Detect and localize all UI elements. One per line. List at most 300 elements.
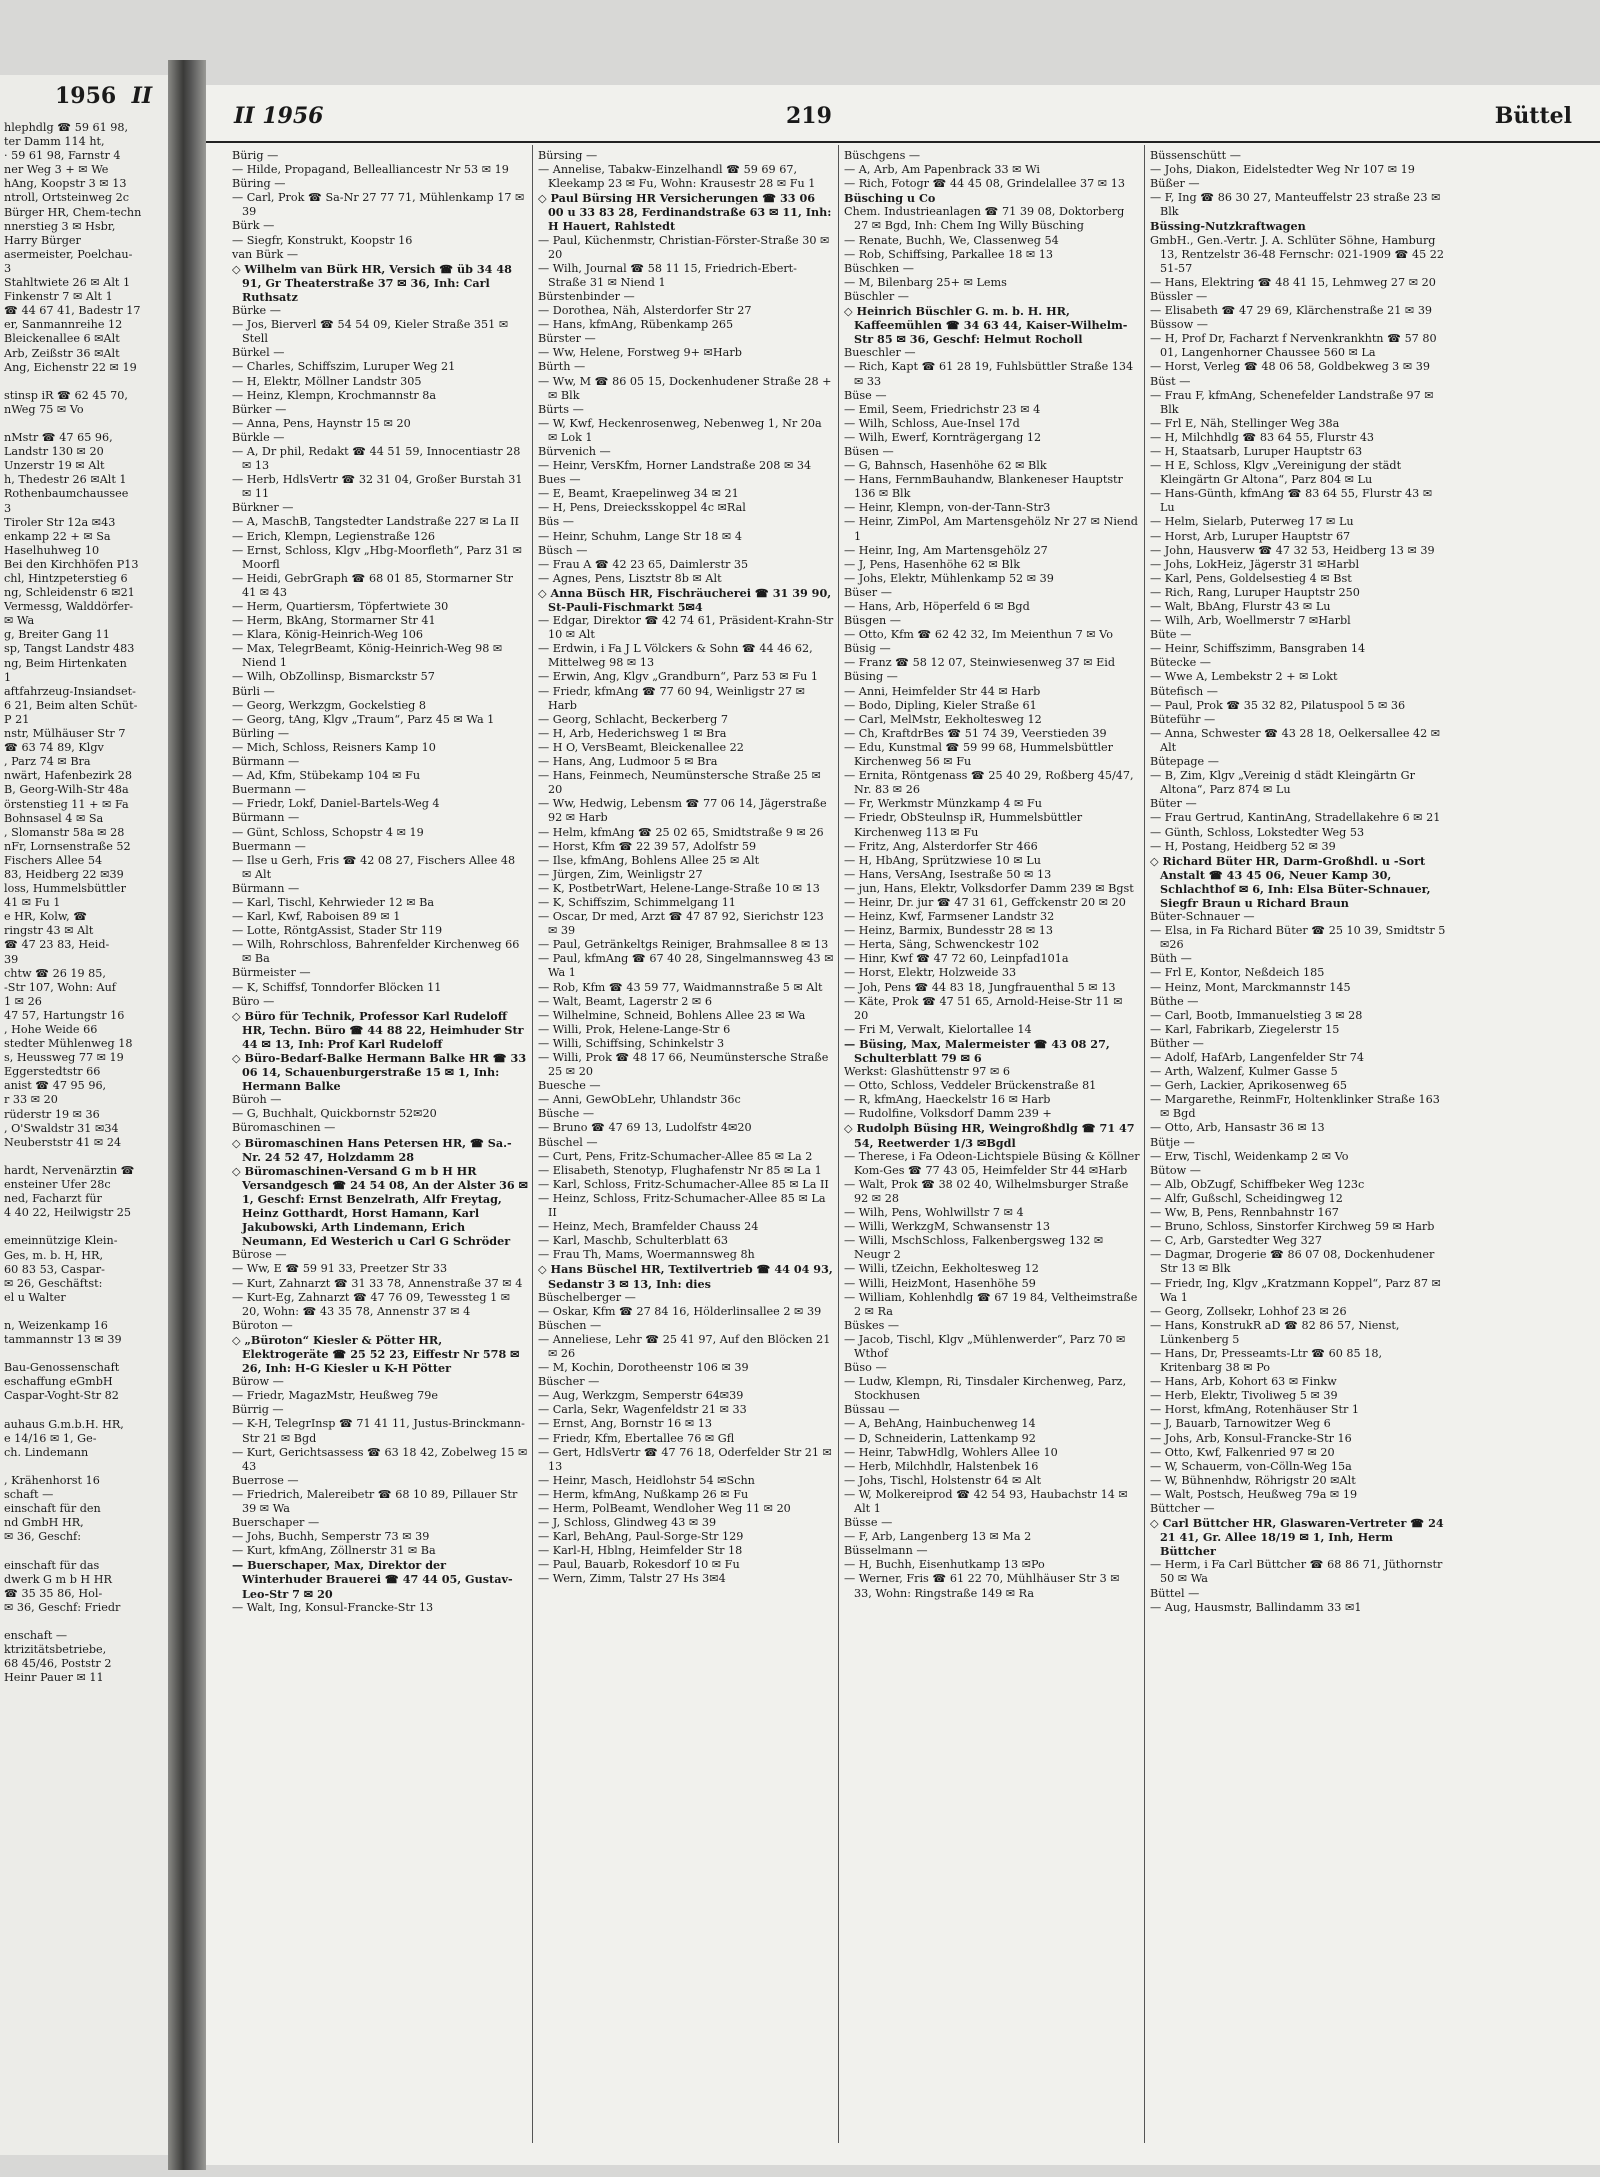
directory-entry: — Johs, Diakon, Eidelstedter Weg Nr 107 ✉ 19 <box>1150 163 1415 177</box>
left-page-line: B, Georg-Wilh-Str 48a <box>4 783 129 797</box>
directory-entry: — Alfr, Gußschl, Scheidingweg 12 <box>1150 1191 1343 1205</box>
directory-entry: — Agnes, Pens, Lisztstr 8b ✉ Alt <box>538 571 722 585</box>
directory-entry: — Karl, Pens, Goldelsestieg 4 ✉ Bst <box>1150 571 1352 585</box>
directory-entry: — Lotte, RöntgAssist, Stader Str 119 <box>232 924 443 938</box>
left-page-line <box>4 375 168 389</box>
directory-entry: — Ww, Helene, Forstweg 9+ ✉Harb <box>538 346 742 360</box>
left-page-line: Arb, Zeißstr 36 ✉Alt <box>4 346 120 360</box>
left-page-line: g, Breiter Gang 11 <box>4 628 110 642</box>
directory-entry: Büso — <box>844 1361 887 1375</box>
directory-entry: — Helm, kfmAng ☎ 25 02 65, Smidtstraße 9 ✉ 26 <box>538 825 824 839</box>
directory-entry: — Jos, Bierverl ☎ 54 54 09, Kieler Straße 351 ✉ Stell <box>232 318 512 346</box>
directory-entry: — H O, VersBeamt, Bleickenallee 22 <box>538 740 744 754</box>
directory-entry: Büssler — <box>1150 289 1208 303</box>
left-page-line: Neuberststr 41 ✉ 24 <box>4 1135 122 1149</box>
directory-entry: — J, Bauarb, Tarnowitzer Weg 6 <box>1150 1417 1331 1431</box>
directory-entry: — Otto, Kwf, Falkenried 97 ✉ 20 <box>1150 1445 1335 1459</box>
directory-entry: — Friedrich, Malereibetr ☎ 68 10 89, Pillauer Str 39 ✉ Wa <box>232 1487 521 1515</box>
directory-entry: Bürstenbinder — <box>538 289 635 303</box>
directory-entry: — A, Arb, Am Papenbrack 33 ✉ Wi <box>844 163 1040 177</box>
directory-entry: — Herm, kfmAng, Nußkamp 26 ✉ Fu <box>538 1487 749 1501</box>
directory-entry: — Anni, Heimfelder Str 44 ✉ Harb <box>844 684 1041 698</box>
directory-entry: — Ernita, Röntgenass ☎ 25 40 29, Roßberg 45/47, Nr. 83 ✉ 26 <box>844 769 1138 797</box>
directory-entry: — Rob, Schiffsing, Parkallee 18 ✉ 13 <box>844 247 1054 261</box>
left-page-line: einschaft für das <box>4 1558 100 1572</box>
left-page-line: , O'Swaldstr 31 ✉34 <box>4 1121 119 1135</box>
directory-entry: Büschgens — <box>844 149 921 162</box>
directory-entry: — Alb, ObZugf, Schiffbeker Weg 123c <box>1150 1177 1365 1191</box>
book-gutter <box>168 60 206 2170</box>
directory-entry: — Herb, Elektr, Tivoliweg 5 ✉ 39 <box>1150 1389 1338 1403</box>
directory-entry: — Otto, Kfm ☎ 62 42 32, Im Meienthun 7 ✉ Vo <box>844 628 1113 642</box>
directory-entry: — Paul, Getränkeltgs Reiniger, Brahmsallee 8 ✉ 13 <box>538 938 829 952</box>
directory-entry: Bürig — <box>232 149 279 162</box>
column-rule <box>838 145 839 2143</box>
left-page-line: nFr, Lornsenstraße 52 <box>4 839 131 853</box>
directory-entry: Bütow — <box>1150 1163 1201 1177</box>
directory-entry: Büßer — <box>1150 177 1200 191</box>
directory-entry: — Carl, Prok ☎ Sa-Nr 27 77 71, Mühlenkamp 17 ✉ 39 <box>232 191 528 219</box>
left-page-line: Ges, m. b. H, HR, <box>4 1248 104 1262</box>
directory-entry: — Ch, KraftdrBes ☎ 51 74 39, Veerstieden 39 <box>844 726 1107 740</box>
left-page-line: ✉ 36, Geschf: <box>4 1530 81 1544</box>
directory-entry: Büssing-Nutzkraftwagen <box>1150 219 1306 234</box>
directory-entry: Büsse — <box>844 1516 893 1530</box>
directory-entry: Büromaschinen — <box>232 1121 336 1135</box>
header-volume-year: II 1956 <box>234 103 324 129</box>
directory-entry: — Friedr, Kfm, Ebertallee 76 ✉ Gfl <box>538 1431 735 1445</box>
directory-entry: — Oscar, Dr med, Arzt ☎ 47 87 92, Sierichstr 123 ✉ 39 <box>538 910 828 938</box>
left-page-line: P 21 <box>4 712 30 726</box>
directory-entry: — Ww, B, Pens, Rennbahnstr 167 <box>1150 1206 1339 1220</box>
directory-entry: Büsche — <box>538 1107 595 1121</box>
directory-entry: — Therese, i Fa Odeon-Lichtspiele Büsing & Köllner Kom-Ges ☎ 77 43 05, Heimfelder Str 44 ✉Harb <box>844 1149 1144 1177</box>
directory-entry: Büter-Schnauer — <box>1150 910 1255 924</box>
directory-entry: — H, Milchhdlg ☎ 83 64 55, Flurstr 43 <box>1150 430 1375 444</box>
left-page-line: Ang, Eichenstr 22 ✉ 19 <box>4 360 137 374</box>
directory-entry: ◇ Carl Büttcher HR, Glaswaren-Vertreter ☎ 24 21 41, Gr. Allee 18/19 ✉ 1, Inh, Herm Büttcher <box>1150 1516 1448 1559</box>
directory-entry: — Willi, HeizMont, Hasenhöhe 59 <box>844 1276 1036 1290</box>
directory-entry: — Herm, BkAng, Stormarner Str 41 <box>232 614 436 628</box>
directory-entry: — Frau F, kfmAng, Schenefelder Landstraße 97 ✉ Blk <box>1150 388 1438 416</box>
directory-entry: ◇ Büromaschinen-Versand G m b H HR Versandgesch ☎ 24 54 08, An der Alster 36 ✉ 1, Geschf: Ernst Benzelrath, Alfr Freytag, Heinz Gotthardt, Horst Hamann, Karl Jakubowski, Arth Lindemann, Erich Neumann, Ed Westerich u Carl G Schröder <box>232 1163 532 1249</box>
directory-entry: Bues — <box>538 473 581 487</box>
left-page-line: 1 <box>4 670 12 684</box>
directory-entry: — G, Bahnsch, Hasenhöhe 62 ✉ Blk <box>844 459 1047 473</box>
directory-entry: — Adolf, HafArb, Langenfelder Str 74 <box>1150 1051 1365 1064</box>
directory-entry: — A, Dr phil, Redakt ☎ 44 51 59, Innocentiastr 28 ✉ 13 <box>232 444 524 473</box>
directory-entry: Büth — <box>1150 952 1192 966</box>
directory-entry: — F, Arb, Langenberg 13 ✉ Ma 2 <box>844 1530 1032 1544</box>
left-page-line: tammannstr 13 ✉ 39 <box>4 1333 122 1347</box>
directory-entry: Büschken — <box>844 261 914 275</box>
directory-entry: — Kurt, Gerichtsassess ☎ 63 18 42, Zobelweg 15 ✉ 43 <box>232 1445 531 1473</box>
directory-entry: Bürke — <box>232 304 281 318</box>
directory-entry: — M, Kochin, Dorotheenstr 106 ✉ 39 <box>538 1361 749 1375</box>
directory-entry: Büsch — <box>538 543 588 557</box>
left-page-line: sp, Tangst Landstr 483 <box>4 642 135 656</box>
directory-entry: — Heinr, ZimPol, Am Martensgehölz Nr 27 ✉ Niend 1 <box>844 515 1142 543</box>
directory-entry: — Gert, HdlsVertr ☎ 47 76 18, Oderfelder Str 21 ✉ 13 <box>538 1445 836 1473</box>
directory-entry: — Paul, Prok ☎ 35 32 82, Pilatuspool 5 ✉ 36 <box>1150 698 1406 712</box>
directory-entry: — Ernst, Ang, Bornstr 16 ✉ 13 <box>538 1417 712 1431</box>
directory-entry: ◇ Hans Büschel HR, Textilvertrieb ☎ 44 04 93, Sedanstr 3 ✉ 13, Inh: dies <box>538 1262 837 1291</box>
directory-entry: — Otto, Arb, Hansastr 36 ✉ 13 <box>1150 1121 1325 1135</box>
directory-entry: Bürts — <box>538 402 584 416</box>
left-page-line: nwärt, Hafenbezirk 28 <box>4 769 132 783</box>
directory-entry: — Buerschaper, Max, Direktor der Winterhuder Brauerei ☎ 47 44 05, Gustav-Leo-Str 7 ✉ 20 <box>232 1558 513 1601</box>
directory-entry: — Gerh, Lackier, Aprikosenweg 65 <box>1150 1079 1347 1093</box>
directory-entry: — Jürgen, Zim, Weinligstr 27 <box>538 867 703 881</box>
directory-entry: — H, Prof Dr, Facharzt f Nervenkrankhtn ☎ 57 80 01, Langenhorner Chaussee 560 ✉ La <box>1150 332 1441 360</box>
directory-entry: — Frau Th, Mams, Woermannsweg 8h <box>538 1248 755 1262</box>
directory-entry: — Heinr, Masch, Heidlohstr 54 ✉Schn <box>538 1473 755 1487</box>
left-page-line: Haselhuhweg 10 <box>4 543 100 557</box>
directory-entry: — Karl, BehAng, Paul-Sorge-Str 129 <box>538 1530 744 1544</box>
left-page-line: eschaffung eGmbH <box>4 1375 113 1389</box>
left-volume: II <box>131 83 153 109</box>
directory-entry: — Bruno ☎ 47 69 13, Ludolfstr 4✉20 <box>538 1121 752 1135</box>
left-page-line: n, Weizenkamp 16 <box>4 1318 108 1332</box>
directory-entry: — Wilhelmine, Schneid, Bohlens Allee 23 ✉ Wa <box>538 1008 806 1022</box>
directory-entry: Bürster — <box>538 332 596 346</box>
directory-entry: — Herb, HdlsVertr ☎ 32 31 04, Großer Burstah 31 ✉ 11 <box>232 473 527 501</box>
directory-entry: Büthe — <box>1150 994 1199 1008</box>
directory-entry: — Heinr, Schuhm, Lange Str 18 ✉ 4 <box>538 529 742 543</box>
left-page-line: -Str 107, Wohn: Auf <box>4 980 116 994</box>
directory-entry: Büsen — <box>844 444 894 458</box>
directory-entry: — R, kfmAng, Haeckelstr 16 ✉ Harb <box>844 1093 1051 1107</box>
directory-entry: — H, Buchh, Eisenhutkamp 13 ✉Po <box>844 1558 1045 1572</box>
directory-entry: — Elsa, in Fa Richard Büter ☎ 25 10 39, Smidtstr 5 ✉26 <box>1150 924 1449 952</box>
directory-entry: Büst — <box>1150 374 1191 388</box>
left-page-line: , Slomanstr 58a ✉ 28 <box>4 825 125 839</box>
directory-entry: Büser — <box>844 585 892 599</box>
directory-entry: — Wern, Zimm, Talstr 27 Hs 3✉4 <box>538 1572 726 1586</box>
directory-entry: — Käte, Prok ☎ 47 51 65, Arnold-Heise-Str 11 ✉ 20 <box>844 994 1127 1022</box>
directory-entry: — Willi, Prok ☎ 48 17 66, Neumünstersche Straße 25 ✉ 20 <box>538 1051 832 1079</box>
directory-entry: — Friedr, ObSteulnsp iR, Hummelsbüttler Kirchenweg 113 ✉ Fu <box>844 811 1086 839</box>
directory-page <box>206 85 1600 2165</box>
left-page-line: ch. Lindemann <box>4 1445 89 1459</box>
directory-entry: — Paul, Küchenmstr, Christian-Förster-Straße 30 ✉ 20 <box>538 233 833 261</box>
directory-entry: — Georg, Schlacht, Beckerberg 7 <box>538 712 728 726</box>
directory-entry: — Bruno, Schloss, Sinstorfer Kirchweg 59 ✉ Harb <box>1150 1220 1435 1234</box>
directory-entry: — Wilh, Schloss, Aue-Insel 17d <box>844 416 1020 430</box>
directory-entry: — Carla, Sekr, Wagenfeldstr 21 ✉ 33 <box>538 1403 747 1417</box>
left-page-line: Caspar-Voght-Str 82 <box>4 1389 119 1403</box>
left-page-line: schaft — <box>4 1488 54 1502</box>
directory-entry: — Ludw, Klempn, Ri, Tinsdaler Kirchenweg, Parz, Stockhusen <box>844 1375 1130 1403</box>
directory-entry: — M, Bilenbarg 25+ ✉ Lems <box>844 275 1007 289</box>
left-page-line <box>4 1220 168 1234</box>
directory-entry: — Dagmar, Drogerie ☎ 86 07 08, Dockenhudener Str 13 ✉ Blk <box>1150 1248 1438 1276</box>
directory-entry: — F, Ing ☎ 86 30 27, Manteuffelstr 23 straße 23 ✉ Blk <box>1150 191 1445 219</box>
directory-entry: ◇ Richard Büter HR, Darm-Großhdl. u -Sort Anstalt ☎ 43 45 06, Neuer Kamp 30, Schlachthof ✉ 6, Inh: Elsa Büter-Schnauer, Siegfr Braun u Richard Braun <box>1150 853 1435 910</box>
left-page-line: enschaft — <box>4 1629 68 1643</box>
left-page-line: ng, Beim Hirtenkaten <box>4 656 127 670</box>
left-page-line: ter Damm 114 ht, <box>4 135 105 149</box>
directory-entry: — B, Zim, Klgv „Vereinig d städt Kleingärtn Gr Altona“, Parz 874 ✉ Lu <box>1150 769 1419 797</box>
directory-entry: — Anna, Pens, Haynstr 15 ✉ 20 <box>232 416 411 430</box>
directory-entry: Büring — <box>232 177 286 191</box>
directory-entry: Bütecke — <box>1150 656 1211 670</box>
directory-entry: Büter — <box>1150 797 1197 811</box>
left-page-line: asermeister, Poelchau- <box>4 247 133 261</box>
directory-entry: — Wilh, Ewerf, Kornträgergang 12 <box>844 430 1042 444</box>
directory-entry: — Wilh, Journal ☎ 58 11 15, Friedrich-Ebert-Straße 31 ✉ Niend 1 <box>538 261 797 289</box>
directory-entry: Büther — <box>1150 1036 1204 1050</box>
directory-entry: Büroh — <box>232 1093 282 1107</box>
directory-entry: — Walt, Ing, Konsul-Francke-Str 13 <box>232 1600 434 1614</box>
directory-entry: — Herb, Milchhdlr, Halstenbek 16 <box>844 1459 1039 1473</box>
directory-entry: — Siegfr, Konstrukt, Koopstr 16 <box>232 233 413 247</box>
left-page-line: , Parz 74 ✉ Bra <box>4 755 91 769</box>
directory-entry: Bürli — <box>232 684 275 698</box>
left-page-line: nd GmbH HR, <box>4 1516 84 1530</box>
left-page-line <box>4 1347 168 1361</box>
directory-entry: — Wwe A, Lembekstr 2 + ✉ Lokt <box>1150 670 1338 684</box>
directory-entry: — Erw, Tischl, Weidenkamp 2 ✉ Vo <box>1150 1149 1349 1163</box>
directory-column-2 <box>538 149 838 1587</box>
directory-entry: — Heinr, Dr. jur ☎ 47 31 61, Geffckenstr 20 ✉ 20 <box>844 895 1126 909</box>
directory-entry: Bürmann — <box>232 755 300 769</box>
directory-entry: Bürkner — <box>232 501 294 515</box>
directory-entry: — Emil, Seem, Friedrichstr 23 ✉ 4 <box>844 402 1041 416</box>
directory-entry: — Walt, BbAng, Flurstr 43 ✉ Lu <box>1150 600 1331 613</box>
left-page-line: nnerstieg 3 ✉ Hsbr, <box>4 219 116 233</box>
left-page-line: , Krähenhorst 16 <box>4 1474 100 1487</box>
directory-column-1 <box>232 149 532 1615</box>
left-page-line: , Hohe Weide 66 <box>4 1023 98 1036</box>
directory-entry: — Heinr, Schiffszimm, Bansgraben 14 <box>1150 642 1366 656</box>
directory-entry: Büskes — <box>844 1318 900 1332</box>
directory-entry: — J, Schloss, Glindweg 43 ✉ 39 <box>538 1516 717 1530</box>
directory-entry: — Hilde, Propagand, Bellealliancestr Nr 53 ✉ 19 <box>232 163 509 177</box>
left-page-line: hAng, Koopstr 3 ✉ 13 <box>4 177 127 191</box>
left-page-line: loss, Hummelsbüttler <box>4 882 126 896</box>
directory-entry: — John, Hausverw ☎ 47 32 53, Heidberg 13 ✉ 39 <box>1150 543 1435 557</box>
directory-entry: — Erich, Klempn, Legienstraße 126 <box>232 529 435 543</box>
directory-entry: — Hans, Arb, Höperfeld 6 ✉ Bgd <box>844 600 1030 613</box>
directory-entry: — Ww, M ☎ 86 05 15, Dockenhudener Straße 28 + ✉ Blk <box>538 374 836 402</box>
directory-entry: — Arth, Walzenf, Kulmer Gasse 5 <box>1150 1065 1338 1079</box>
left-page-line: Heinr Pauer ✉ 11 <box>4 1671 104 1685</box>
left-page-line: einschaft für den <box>4 1502 101 1516</box>
directory-entry: Büro — <box>232 994 275 1008</box>
left-page-line: emeinnützige Klein- <box>4 1234 118 1248</box>
directory-entry: — Bodo, Dipling, Kieler Straße 61 <box>844 698 1037 712</box>
left-page-line: chtw ☎ 26 19 85, <box>4 966 106 980</box>
directory-entry: — Heinr, TabwHdlg, Wohlers Allee 10 <box>844 1445 1058 1459</box>
directory-entry: — Horst, Kfm ☎ 22 39 57, Adolfstr 59 <box>538 839 757 853</box>
left-year: 1956 <box>55 83 117 109</box>
left-page-line: ner Weg 3 + ✉ We <box>4 163 109 177</box>
directory-entry: — Georg, Zollsekr, Lohhof 23 ✉ 26 <box>1150 1304 1347 1318</box>
directory-entry: — Kurt, kfmAng, Zöllnerstr 31 ✉ Ba <box>232 1544 436 1558</box>
left-page-line: hlephdlg ☎ 59 61 98, <box>4 121 129 134</box>
left-page-line <box>4 1150 168 1164</box>
directory-entry: Werkst: Glashüttenstr 97 ✉ 6 <box>844 1065 1011 1079</box>
directory-entry: — Margarethe, ReinmFr, Holtenklinker Straße 163 ✉ Bgd <box>1150 1093 1444 1121</box>
directory-entry: — Erdwin, i Fa J L Völckers & Sohn ☎ 44 46 62, Mittelweg 98 ✉ 13 <box>538 642 817 670</box>
left-page-line: 60 83 53, Caspar- <box>4 1262 105 1276</box>
left-page-line: ✉ Wa <box>4 614 35 628</box>
left-page-line: aftfahrzeug-Insiandset- <box>4 684 136 698</box>
directory-entry: — Frl E, Näh, Stellinger Weg 38a <box>1150 416 1340 430</box>
directory-entry: — Edgar, Direktor ☎ 42 74 61, Präsident-Krahn-Str 10 ✉ Alt <box>538 614 837 642</box>
left-page-line: 3 <box>4 501 12 515</box>
left-page-line: nstr, Mülhäuser Str 7 <box>4 727 126 741</box>
directory-entry: — H, Arb, Hederichsweg 1 ✉ Bra <box>538 726 727 740</box>
left-page-line: ntroll, Ortsteinweg 2c <box>4 191 130 205</box>
directory-entry: — Willi, Prok, Helene-Lange-Str 6 <box>538 1022 731 1036</box>
left-page-line: Unzerstr 19 ✉ Alt <box>4 459 105 473</box>
directory-entry: — Johs, Buchh, Semperstr 73 ✉ 39 <box>232 1530 430 1544</box>
left-page-line: hardt, Nervenärztin ☎ <box>4 1163 135 1177</box>
directory-entry: — Ernst, Schloss, Klgv „Hbg-Moorfleth“, Parz 31 ✉ Moorfl <box>232 543 526 571</box>
directory-entry: — Rob, Kfm ☎ 43 59 77, Waidmannstraße 5 ✉ Alt <box>538 980 823 994</box>
directory-entry: — Walt, Beamt, Lagerstr 2 ✉ 6 <box>538 994 712 1008</box>
directory-entry: — Rich, Kapt ☎ 61 28 19, Fuhlsbüttler Straße 134 ✉ 33 <box>844 360 1137 388</box>
directory-entry: Büscher — <box>538 1375 600 1389</box>
left-page-line: Vermessg, Walddörfer- <box>4 600 134 614</box>
directory-entry: — Edu, Kunstmal ☎ 59 99 68, Hummelsbüttler Kirchenweg 56 ✉ Fu <box>844 740 1117 769</box>
directory-entry: Bütefisch — <box>1150 684 1218 698</box>
directory-entry: — Elisabeth, Stenotyp, Flughafenstr Nr 85 ✉ La 1 <box>538 1163 822 1177</box>
left-page-line: ned, Facharzt für <box>4 1192 102 1206</box>
directory-entry: — K, Schiffszim, Schimmelgang 11 <box>538 895 736 909</box>
directory-entry: ◇ Büromaschinen Hans Petersen HR, ☎ Sa.-Nr. 24 52 47, Holzdamm 28 <box>232 1135 512 1164</box>
directory-entry: — Mich, Schloss, Reisners Kamp 10 <box>232 740 436 754</box>
directory-entry: Büssenschütt — <box>1150 149 1241 162</box>
directory-entry: — Karl, Schloss, Fritz-Schumacher-Allee 85 ✉ La II <box>538 1177 829 1191</box>
directory-entry: ◇ Heinrich Büschler G. m. b. H. HR, Kaffeemühlen ☎ 34 63 44, Kaiser-Wilhelm-Str 85 ✉ 36, Geschf: Helmut Rocholl <box>844 304 1128 347</box>
directory-entry: — Elisabeth ☎ 47 29 69, Klärchenstraße 21 ✉ 39 <box>1150 304 1433 318</box>
left-page-line <box>4 1615 168 1629</box>
left-page-line: stinsp iR ☎ 62 45 70, <box>4 388 128 402</box>
directory-entry: Büschelberger — <box>538 1290 636 1304</box>
directory-entry: — H, Staatsarb, Luruper Hauptstr 63 <box>1150 444 1363 458</box>
directory-entry: Büschler — <box>844 289 909 303</box>
directory-entry: — Helm, Sielarb, Puterweg 17 ✉ Lu <box>1150 515 1354 529</box>
directory-entry: Büsselmann — <box>844 1544 928 1558</box>
left-page-line: ✉ 26, Geschäftst: <box>4 1276 103 1290</box>
directory-entry: — Horst, Arb, Luruper Hauptstr 67 <box>1150 529 1351 543</box>
directory-entry: GmbH., Gen.-Vertr. J. A. Schlüter Söhne, Hamburg 13, Rentzelstr 36-48 Fernschr: 021-1909 ☎ 45 22 51-57 <box>1150 233 1448 275</box>
directory-entry: — Friedr, Lokf, Daniel-Bartels-Weg 4 <box>232 797 440 811</box>
directory-entry: — Willi, MschSchloss, Falkenbergsweg 132 ✉ Neugr 2 <box>844 1234 1107 1262</box>
left-page-line: Finkenstr 7 ✉ Alt 1 <box>4 290 113 304</box>
left-page-line: nMstr ☎ 47 65 96, <box>4 431 113 445</box>
directory-entry: — Horst, Verleg ☎ 48 06 58, Goldbekweg 3 ✉ 39 <box>1150 360 1431 374</box>
directory-entry: — Aug, Hausmstr, Ballindamm 33 ✉1 <box>1150 1600 1362 1614</box>
directory-entry: — Aug, Werkzgm, Semperstr 64✉39 <box>538 1389 744 1403</box>
page-header <box>206 85 1600 143</box>
directory-entry: ◇ Büro-Bedarf-Balke Hermann Balke HR ☎ 33 06 14, Schauenburgerstraße 15 ✉ 1, Inh: Hermann Balke <box>232 1051 531 1094</box>
left-page-line: 41 ✉ Fu 1 <box>4 896 61 910</box>
left-page-line: Bohnsasel 4 ✉ Sa <box>4 811 104 825</box>
directory-entry: Bürth — <box>538 360 586 374</box>
left-page-line: e 14/16 ✉ 1, Ge- <box>4 1431 97 1445</box>
directory-entry: — W, Molkereiprod ☎ 42 54 93, Haubachstr 14 ✉ Alt 1 <box>844 1487 1132 1515</box>
directory-entry: — Heidi, GebrGraph ☎ 68 01 85, Stormarner Str 41 ✉ 43 <box>232 571 517 599</box>
directory-entry: Bürmann — <box>232 881 300 895</box>
left-page-line: Eggerstedtstr 66 <box>4 1065 101 1079</box>
left-page-line: auhaus G.m.b.H. HR, <box>4 1417 124 1431</box>
directory-entry: — Wilh, Arb, Woellmerstr 7 ✉Harbl <box>1150 614 1351 628</box>
directory-entry: — Hans, Ang, Ludmoor 5 ✉ Bra <box>538 755 718 769</box>
directory-entry: — Anneliese, Lehr ☎ 25 41 97, Auf den Blöcken 21 ✉ 26 <box>538 1332 834 1360</box>
directory-entry: — W, Bühnenhdw, Röhrigstr 20 ✉Alt <box>1150 1473 1356 1487</box>
directory-entry: — Frau A ☎ 42 23 65, Daimlerstr 35 <box>538 557 749 571</box>
directory-entry: — Heinz, Mont, Marckmannstr 145 <box>1150 980 1351 994</box>
directory-entry: — Hans, Arb, Kohort 63 ✉ Finkw <box>1150 1375 1337 1389</box>
left-page-lines <box>4 121 168 1685</box>
directory-entry: — Hinr, Kwf ☎ 47 72 60, Leinpfad101a <box>844 952 1069 966</box>
directory-entry: — Willi, tZeichn, Eekholtesweg 12 <box>844 1262 1039 1276</box>
directory-entry: — Ilse, kfmAng, Bohlens Allee 25 ✉ Alt <box>538 853 760 867</box>
directory-entry: Buerschaper — <box>232 1516 320 1530</box>
directory-entry: — Anni, GewObLehr, Uhlandstr 36c <box>538 1093 741 1107</box>
directory-entry: ◇ Wilhelm van Bürk HR, Versich ☎ üb 34 48 91, Gr Theaterstraße 37 ✉ 36, Inh: Carl Ruthsatz <box>232 261 516 304</box>
directory-entry: — C, Arb, Garstedter Weg 327 <box>1150 1234 1322 1248</box>
directory-entry: — H E, Schloss, Klgv „Vereinigung der städt Kleingärtn Gr Altona“, Parz 804 ✉ Lu <box>1150 459 1405 487</box>
left-page-line: dwerk G m b H HR <box>4 1572 112 1586</box>
directory-entry: ◇ Büro für Technik, Professor Karl Rudeloff HR, Techn. Büro ☎ 44 88 22, Heimhuder Str 44 ✉ 13, Inh: Prof Karl Rudeloff <box>232 1008 528 1051</box>
directory-entry: Bürmeister — <box>232 966 311 980</box>
left-page-line: el u Walter <box>4 1290 66 1304</box>
left-page-line: e HR, Kolw, ☎ <box>4 910 88 924</box>
left-page-line: Bau-Genossenschaft <box>4 1361 120 1375</box>
directory-entry: — Herm, Quartiersm, Töpfertwiete 30 <box>232 600 449 613</box>
directory-entry: Büschen — <box>538 1318 602 1332</box>
directory-entry: — Fr, Werkmstr Münzkamp 4 ✉ Fu <box>844 797 1042 811</box>
directory-entry: — Paul, kfmAng ☎ 67 40 28, Singelmannsweg 43 ✉ Wa 1 <box>538 952 838 980</box>
left-page-line: 3 <box>4 261 12 275</box>
directory-entry: — Heinz, Schloss, Fritz-Schumacher-Allee 85 ✉ La II <box>538 1191 830 1220</box>
directory-entry: — Johs, Tischl, Holstenstr 64 ✉ Alt <box>844 1473 1042 1487</box>
directory-column-3 <box>844 149 1144 1601</box>
directory-entry: Büsgen — <box>844 614 901 628</box>
left-page-line: ensteiner Ufer 28c <box>4 1178 111 1192</box>
directory-entry: Büttel — <box>1150 1586 1200 1600</box>
left-page-line: 1 ✉ 26 <box>4 994 42 1008</box>
left-page-line: er, Sanmannreihe 12 <box>4 318 123 332</box>
directory-entry: — Herm, i Fa Carl Büttcher ☎ 68 86 71, Jüthornstr 50 ✉ Wa <box>1150 1558 1446 1586</box>
left-page-line: Bleickenallee 6 ✉Alt <box>4 332 120 346</box>
directory-entry: Büs — <box>538 515 574 529</box>
left-page-line: Rothenbaumchaussee <box>4 487 129 501</box>
directory-entry: Bürmann — <box>232 811 300 825</box>
directory-entry: — Frau Gertrud, KantinAng, Stradellakehre 6 ✉ 21 <box>1150 811 1441 825</box>
directory-entry: — Horst, kfmAng, Rotenhäuser Str 1 <box>1150 1403 1360 1417</box>
left-page-line <box>4 1460 168 1474</box>
left-page-line <box>4 1544 168 1558</box>
left-page-line: ☎ 44 67 41, Badestr 17 <box>4 304 141 318</box>
left-page-line: stedter Mühlenweg 18 <box>4 1037 133 1051</box>
directory-entry: — Ww, Hedwig, Lebensm ☎ 77 06 14, Jägerstraße 92 ✉ Harb <box>538 797 831 825</box>
directory-entry: — Fritz, Ang, Alsterdorfer Str 466 <box>844 839 1038 853</box>
directory-entry: — Willi, WerkzgM, Schwansenstr 13 <box>844 1220 1050 1234</box>
directory-entry: — Karl, Maschb, Schulterblatt 63 <box>538 1234 728 1248</box>
directory-entry: van Bürk — <box>232 247 299 261</box>
header-running-name: Büttel <box>1494 103 1572 129</box>
directory-entry: Bürrig — <box>232 1403 284 1417</box>
left-page-line: örstenstieg 11 + ✉ Fa <box>4 797 129 811</box>
directory-entry: — Karl-H, Hblng, Heimfelder Str 18 <box>538 1544 743 1558</box>
directory-entry: — D, Schneiderin, Lattenkamp 92 <box>844 1431 1036 1445</box>
